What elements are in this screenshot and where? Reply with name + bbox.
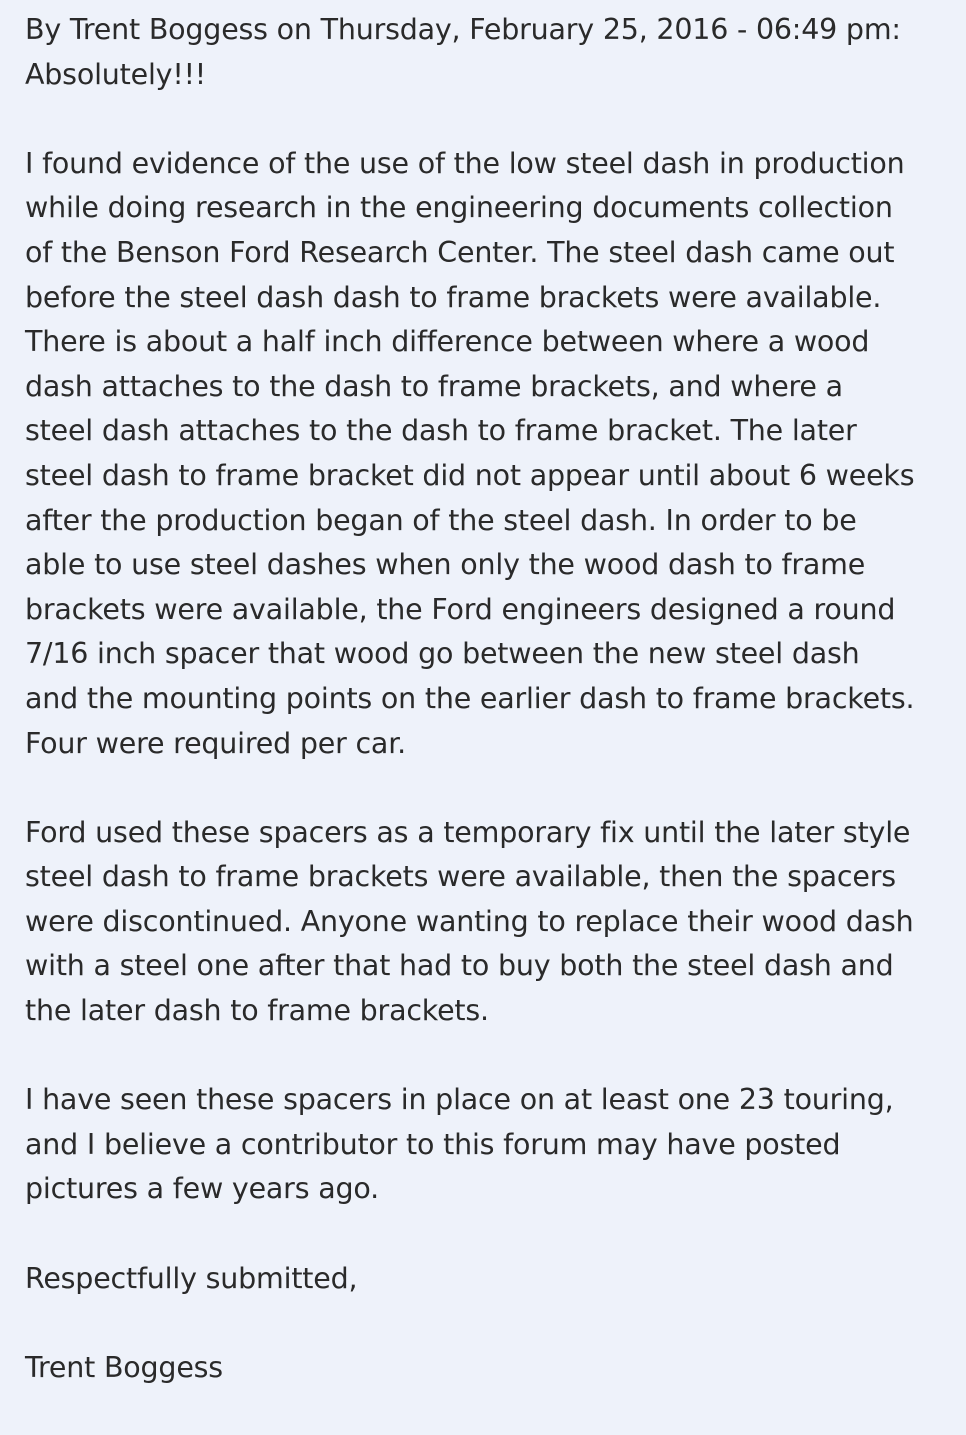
post-opening: Absolutely!!! [25, 57, 207, 91]
paragraph-line: dash attaches to the dash to frame brackets, and where a [25, 369, 843, 403]
paragraph-line: before the steel dash dash to frame brackets were available. [25, 280, 882, 314]
post-paragraph-3 [25, 1078, 950, 1212]
paragraph-line: I have seen these spacers in place on at least one 23 touring, [25, 1083, 894, 1117]
post-byline: By Trent Boggess on Thursday, February 25, 2016 - 06:49 pm: [25, 13, 901, 46]
paragraph-line: Ford used these spacers as a temporary fix until the later style [25, 815, 911, 849]
paragraph-line: while doing research in the engineering documents collection [25, 191, 893, 225]
paragraph-line: Four were required per car. [25, 726, 406, 760]
post-signature [25, 1346, 950, 1391]
post-header [25, 8, 950, 97]
paragraph-line: and I believe a contributor to this forum may have posted [25, 1127, 841, 1161]
paragraph-line: were discontinued. Anyone wanting to replace their wood dash [25, 904, 914, 938]
paragraph-line: 7/16 inch spacer that wood go between the new steel dash [25, 637, 860, 671]
paragraph-line: I found evidence of the use of the low steel dash in production [25, 146, 905, 180]
paragraph-line: brackets were available, the Ford engineers designed a round [25, 592, 896, 626]
paragraph-line: after the production began of the steel dash. In order to be [25, 503, 857, 537]
paragraph-line: and the mounting points on the earlier dash to frame brackets. [25, 681, 915, 715]
paragraph-line: steel dash to frame brackets were available, then the spacers [25, 860, 896, 894]
paragraph-line: with a steel one after that had to buy both the steel dash and [25, 949, 894, 983]
forum-post [25, 8, 950, 1435]
paragraph-line: steel dash attaches to the dash to frame bracket. The later [25, 414, 857, 448]
paragraph-line: the later dash to frame brackets. [25, 994, 489, 1028]
paragraph-line: steel dash to frame bracket did not appear until about 6 weeks [25, 458, 915, 492]
paragraph-line: of the Benson Ford Research Center. The steel dash came out [25, 235, 895, 269]
signature-line: Trent Boggess [25, 1350, 223, 1384]
paragraph-line: There is about a half inch difference between where a wood [25, 325, 870, 359]
closing-line: Respectfully submitted, [25, 1261, 358, 1295]
post-closing [25, 1257, 950, 1302]
paragraph-line: able to use steel dashes when only the wood dash to frame [25, 548, 866, 582]
paragraph-line: pictures a few years ago. [25, 1172, 379, 1206]
post-paragraph-2 [25, 811, 950, 1034]
post-paragraph-1 [25, 142, 950, 766]
